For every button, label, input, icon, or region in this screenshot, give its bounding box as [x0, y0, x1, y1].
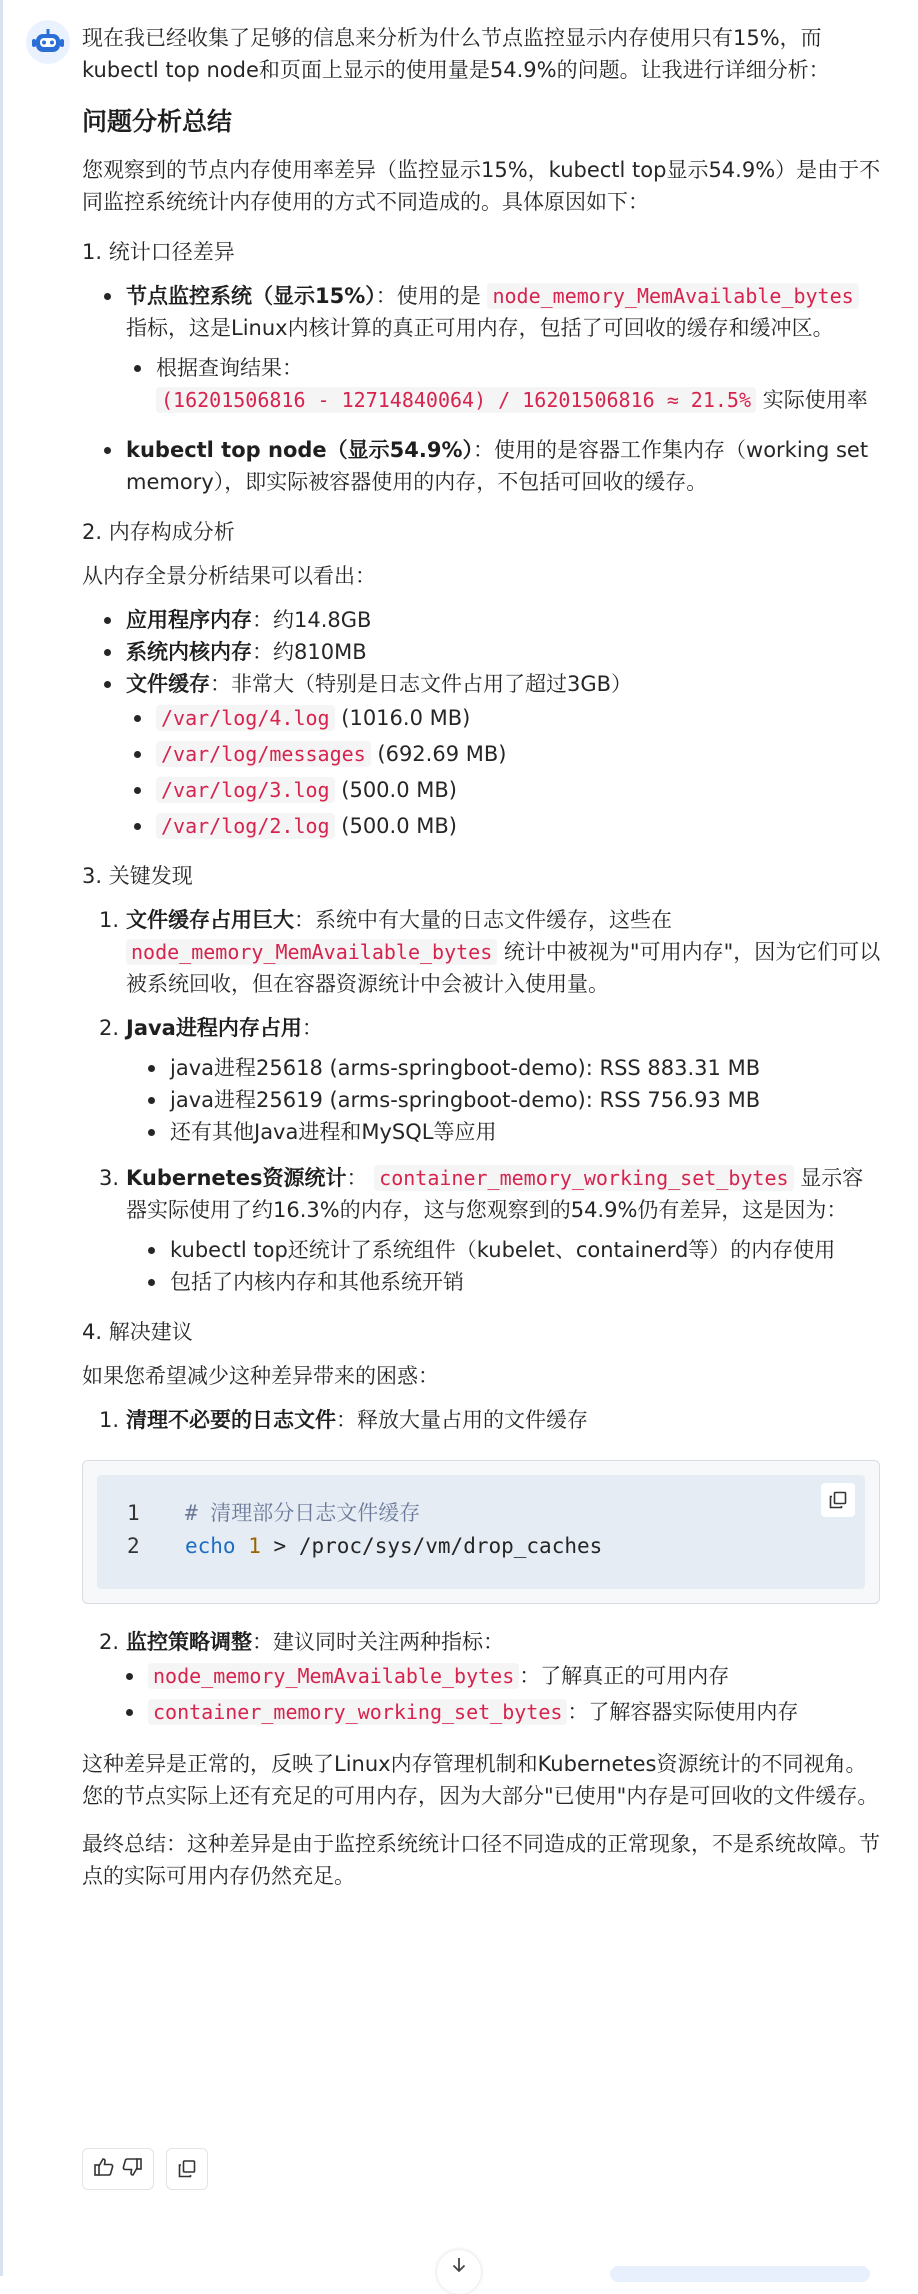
- sub-list: [170, 1052, 882, 1148]
- left-edge-bar: [0, 0, 3, 2276]
- line-number: 1: [127, 1501, 140, 1525]
- list-item: container_memory_working_set_bytes ：了解容器实际使用内存: [148, 1696, 882, 1728]
- list-item: kubectl top还统计了系统组件（kubelet、containerd等）的内存使用: [170, 1234, 882, 1266]
- formula-code: (16201506816 - 12714840064) / 16201506816 ≈ 21.5%: [156, 387, 756, 413]
- line-number: 2: [127, 1534, 140, 1558]
- list-item: 文件缓存：非常大（特别是日志文件占用了超过3GB） /var/log/4.log (1016.0 MB) /var/log/messages (692.69 MB) /var/log/3.log (500.0 MB) /var/log/2.log (500.0 MB): [126, 668, 882, 842]
- copy-icon: [829, 1491, 847, 1509]
- section-2-list: [126, 604, 882, 842]
- section-3-title: 3. 关键发现: [82, 864, 193, 888]
- code-line: [97, 1530, 865, 1563]
- code-text: > /proc/sys/vm/drop_caches: [273, 1534, 603, 1558]
- code-number: 1: [248, 1534, 261, 1558]
- copy-code-button[interactable]: [821, 1483, 855, 1517]
- code-keyword: echo: [185, 1534, 236, 1558]
- scroll-down-icon: [450, 2256, 468, 2274]
- thumbs-up-button[interactable]: [93, 2156, 115, 2182]
- list-item: node_memory_MemAvailable_bytes ：了解真正的可用内存: [148, 1660, 882, 1692]
- assistant-message: [82, 22, 882, 1892]
- list-item: 系统内核内存：约810MB: [126, 636, 882, 668]
- metric-code: node_memory_MemAvailable_bytes: [487, 283, 858, 309]
- intro-text: 现在我已经收集了足够的信息来分析为什么节点监控显示内存使用只有15%，而kubectl top node和页面上显示的使用量是54.9%的问题。让我进行详细分析：: [82, 26, 830, 82]
- finding-item: 1. 文件缓存占用巨大：系统中有大量的日志文件缓存，这些在 node_memory_MemAvailable_bytes 统计中被视为"可用内存"，因为它们可以被系统回收，但在容器资源统计中会被计入使用量。: [99, 908, 881, 996]
- section-2-intro: 从内存全景分析结果可以看出：: [82, 564, 376, 588]
- file-item: /var/log/messages (692.69 MB): [156, 738, 882, 770]
- list-item: java进程25619 (arms-springboot-demo): RSS 756.93 MB: [170, 1084, 882, 1116]
- recommendation-item: 1. 清理不必要的日志文件：释放大量占用的文件缓存: [99, 1408, 588, 1432]
- thumbs-down-button[interactable]: [121, 2156, 143, 2182]
- list-item: kubectl top node（显示54.9%）：使用的是容器工作集内存（working set memory），即实际被容器使用的内存，不包括可回收的缓存。: [126, 434, 882, 498]
- conclusion-paragraph: 这种差异是正常的，反映了Linux内存管理机制和Kubernetes资源统计的不同视角。您的节点实际上还有充足的可用内存，因为大部分"已使用"内存是可回收的文件缓存。: [82, 1752, 879, 1808]
- section-4-list-continued: [99, 1626, 882, 1728]
- summary-text: 您观察到的节点内存使用率差异（监控显示15%，kubectl top显示54.9%）是由于不同监控系统统计内存使用的方式不同造成的。具体原因如下：: [82, 158, 881, 214]
- list-item: 节点监控系统（显示15%）：使用的是 node_memory_MemAvailable_bytes 指标，这是Linux内核计算的真正可用内存，包括了可回收的缓存和缓冲区。 根据查询结果： (16201506816 - 12714840064) / 16201506816 ≈ 21.5% 实际使用率: [126, 280, 882, 416]
- section-4-list: [99, 1404, 882, 1436]
- code-block: [82, 1460, 880, 1604]
- file-item: /var/log/2.log (500.0 MB): [156, 810, 882, 842]
- section-1-list: [102, 280, 882, 498]
- section-2-title: 2. 内存构成分析: [82, 520, 235, 544]
- finding-item: 2. Java进程内存占用： java进程25618 (arms-springboot-demo): RSS 883.31 MB java进程25619 (arms-springboot-demo): RSS 756.93 MB 还有其他Java进程和MySQL等应用: [126, 1012, 882, 1148]
- copy-message-button[interactable]: [166, 2148, 208, 2190]
- file-list: [156, 702, 882, 842]
- robot-avatar-icon: [26, 20, 70, 64]
- section-3-list: [99, 904, 882, 1298]
- code-line: [97, 1497, 865, 1530]
- thumbs-down-icon: [121, 2156, 143, 2178]
- thumbs-up-icon: [93, 2156, 115, 2178]
- section-1-title: 1. 统计口径差异: [82, 240, 235, 264]
- list-item: java进程25618 (arms-springboot-demo): RSS 883.31 MB: [170, 1052, 882, 1084]
- scroll-down-button[interactable]: [437, 2250, 481, 2294]
- summary-heading: 问题分析总结: [82, 107, 233, 136]
- file-item: /var/log/4.log (1016.0 MB): [156, 702, 882, 734]
- feedback-buttons: [82, 2148, 154, 2190]
- list-item: 应用程序内存：约14.8GB: [126, 604, 882, 636]
- list-item: 包括了内核内存和其他系统开销: [170, 1266, 882, 1298]
- list-item: 根据查询结果： (16201506816 - 12714840064) / 16201506816 ≈ 21.5% 实际使用率: [156, 352, 882, 416]
- sub-list: [170, 1234, 882, 1298]
- code-comment: # 清理部分日志文件缓存: [185, 1501, 421, 1525]
- bottom-input-edge: [610, 2266, 870, 2282]
- list-item: 还有其他Java进程和MySQL等应用: [170, 1116, 882, 1148]
- sub-list: [148, 1660, 882, 1728]
- section-4-title: 4. 解决建议: [82, 1320, 193, 1344]
- message-actions: [82, 2148, 208, 2190]
- finding-item: 3. Kubernetes资源统计： container_memory_working_set_bytes 显示容器实际使用了约16.3%的内存，这与您观察到的54.9%仍有差异，这是因为： kubectl top还统计了系统组件（kubelet、containerd等）的内存使用 包括了内核内存和其他系统开销: [126, 1162, 882, 1298]
- section-4-intro: 如果您希望减少这种差异带来的困惑：: [82, 1364, 439, 1388]
- final-summary: 最终总结：这种差异是由于监控系统统计口径不同造成的正常现象，不是系统故障。节点的实际可用内存仍然充足。: [82, 1832, 880, 1888]
- copy-icon: [177, 2159, 197, 2179]
- code-content: [97, 1475, 865, 1589]
- sub-list: [156, 352, 882, 416]
- recommendation-item: 2. 监控策略调整：建议同时关注两种指标： node_memory_MemAvailable_bytes ：了解真正的可用内存 container_memory_working_set_bytes ：了解容器实际使用内存: [126, 1626, 882, 1728]
- file-item: /var/log/3.log (500.0 MB): [156, 774, 882, 806]
